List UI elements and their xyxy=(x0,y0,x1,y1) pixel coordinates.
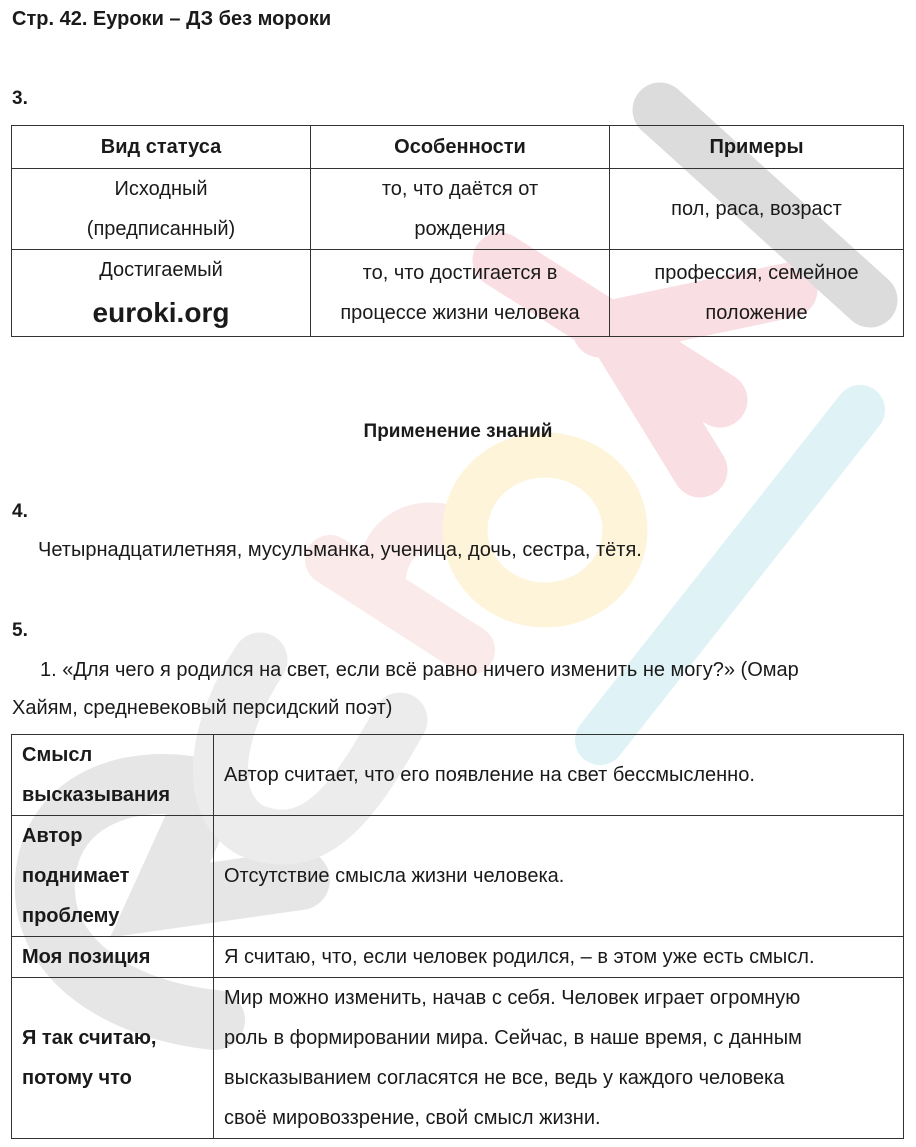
table-cell xyxy=(311,169,610,250)
table-header-row xyxy=(12,126,904,169)
row-label xyxy=(12,816,214,937)
cell-line: профессия, семейное xyxy=(654,262,859,284)
label-line: проблему xyxy=(22,905,120,927)
task-5-number: 5. xyxy=(12,620,28,641)
table-cell xyxy=(12,250,311,337)
cell-line: Исходный xyxy=(114,178,208,200)
cell-line: процессе жизни человека xyxy=(340,302,580,324)
value-line: Автор считает, что его появление на свет бессмысленно. xyxy=(224,764,755,786)
cell-line: рождения xyxy=(414,218,506,240)
value-line: высказыванием согласятся не все, ведь у каждого человека xyxy=(224,1067,785,1089)
table-cell xyxy=(610,169,904,250)
column-header: Особенности xyxy=(311,126,610,169)
task-3-number: 3. xyxy=(12,88,28,109)
value-line: роль в формировании мира. Сейчас, в наше время, с данным xyxy=(224,1027,802,1049)
site-watermark-text: euroki.org xyxy=(92,297,230,328)
table-cell xyxy=(610,250,904,337)
label-line: Я так считаю, xyxy=(22,1027,157,1049)
label-line: Автор xyxy=(22,825,83,847)
cell-line: (предписанный) xyxy=(86,218,236,240)
task-4-answer: Четырнадцатилетняя, мусульманка, ученица, дочь, сестра, тётя. xyxy=(38,539,642,561)
table-cell xyxy=(311,250,610,337)
label-line: поднимает xyxy=(22,865,130,887)
table-cell xyxy=(12,169,311,250)
column-header: Примеры xyxy=(610,126,904,169)
row-label xyxy=(12,978,214,1139)
table-row xyxy=(12,978,904,1139)
value-line: Мир можно изменить, начав с себя. Человек играет огромную xyxy=(224,987,801,1009)
table-row xyxy=(12,735,904,816)
page-title: Стр. 42. Еуроки – ДЗ без мороки xyxy=(12,8,332,30)
label-line: высказывания xyxy=(22,784,171,806)
value-line: своё мировоззрение, свой смысл жизни. xyxy=(224,1107,601,1129)
label-line: потому что xyxy=(22,1067,132,1089)
task-4-number: 4. xyxy=(12,501,28,522)
table-row xyxy=(12,169,904,250)
cell-line: то, что достигается в xyxy=(362,262,558,284)
analysis-table xyxy=(11,734,904,1139)
quote-line: 1. «Для чего я родился на свет, если всё равно ничего изменить не могу?» (Омар xyxy=(40,659,799,681)
cell-line: положение xyxy=(705,302,808,324)
column-header: Вид статуса xyxy=(12,126,311,169)
value-line: Отсутствие смысла жизни человека. xyxy=(224,865,565,887)
value-line: Я считаю, что, если человек родился, – в этом уже есть смысл. xyxy=(224,946,815,968)
table-row xyxy=(12,250,904,337)
section-title: Применение знаний xyxy=(363,421,553,442)
row-value xyxy=(214,816,904,937)
row-label xyxy=(12,735,214,816)
cell-line: пол, раса, возраст xyxy=(671,198,842,220)
label-line: Смысл xyxy=(22,744,93,766)
cell-line: Достигаемый xyxy=(99,259,223,281)
cell-line: то, что даётся от xyxy=(381,178,539,200)
table-row xyxy=(12,937,904,978)
status-table xyxy=(11,125,904,337)
quote-line: Хайям, средневековый персидский поэт) xyxy=(12,697,393,719)
row-value xyxy=(214,735,904,816)
row-value xyxy=(214,978,904,1139)
row-label xyxy=(12,937,214,978)
table-row xyxy=(12,816,904,937)
row-value xyxy=(214,937,904,978)
label-line: Моя позиция xyxy=(22,946,151,968)
